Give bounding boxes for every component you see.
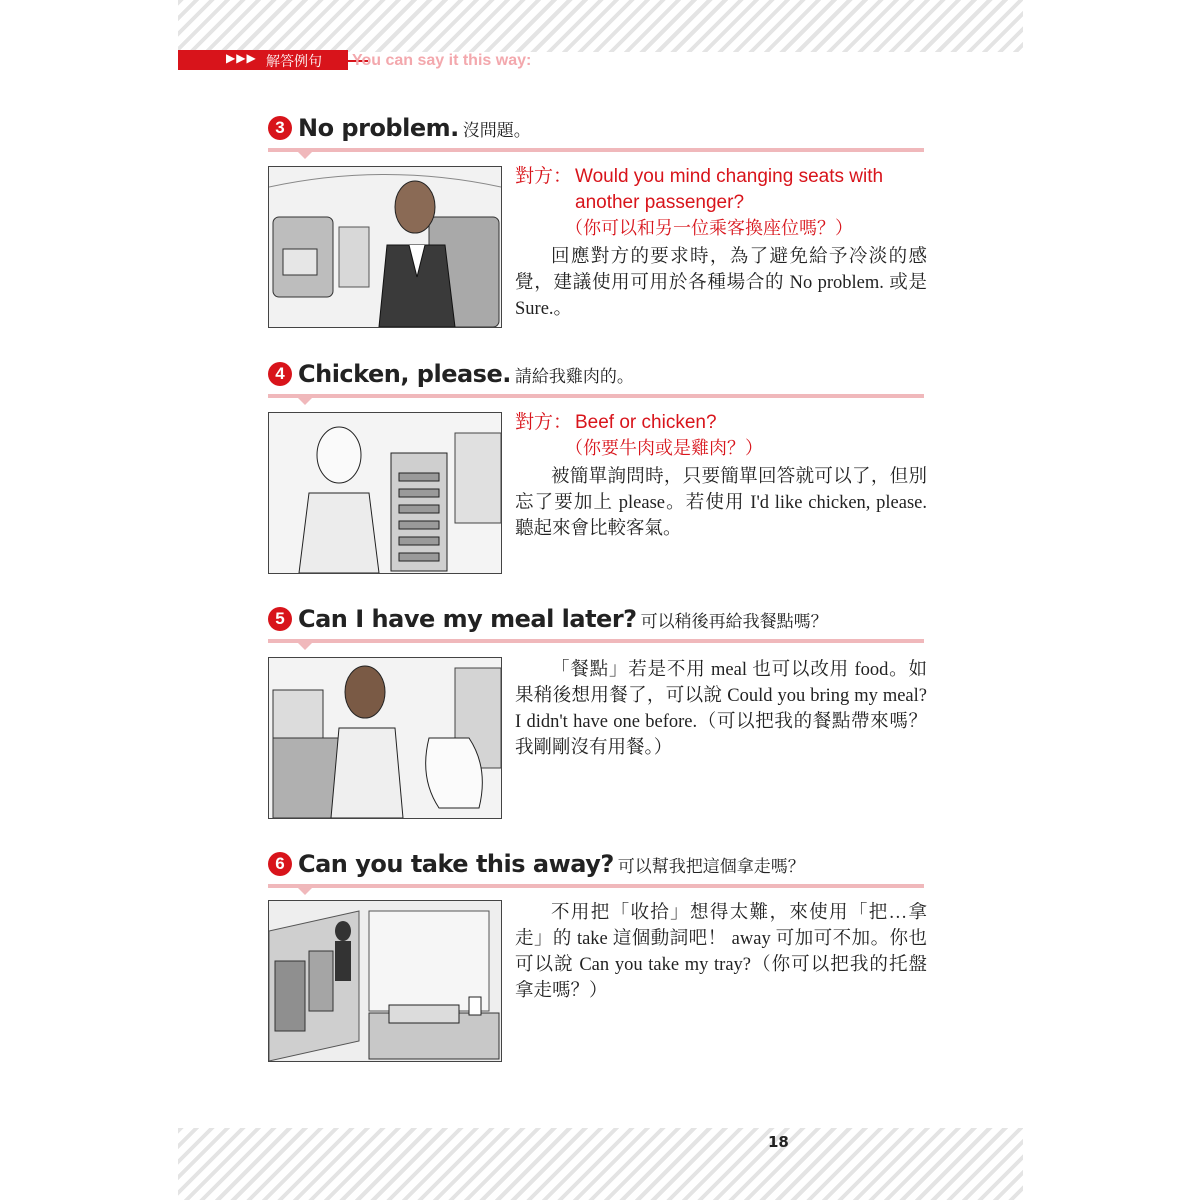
dialog-block [515,164,927,242]
title-english: Chicken, please. [298,360,511,388]
explanation-text: 回應對方的要求時，為了避免給予冷淡的感覺，建議使用可用於各種場合的 No problem. 或是 Sure.。 [515,247,927,319]
illustration-meal-cart [268,412,502,574]
explanation-column [515,655,927,761]
explanation-column [515,164,927,322]
title-chinese: 請給我雞肉的。 [514,366,634,387]
section-title [268,850,805,886]
explanation-column [515,898,927,1004]
header-subtitle: You can say it this way: [352,52,532,69]
section-number-badge: 5 [268,607,292,631]
title-chinese: 可以幫我把這個拿走嗎？ [617,856,805,877]
dialog-block [515,410,927,462]
title-chinese: 可以稍後再給我餐點嗎？ [640,611,828,632]
speaker-label: 對方： [515,166,573,187]
title-pointer [298,398,312,405]
title-english: Can I have my meal later? [298,605,637,633]
title-pointer [298,888,312,895]
illustration-passenger-declining [268,657,502,819]
header-label: 解答例句 [266,54,322,70]
header-arrows-icon: ▶▶▶ [226,51,257,65]
title-chinese: 沒問題。 [462,120,531,141]
question-english: Would you mind changing seats with [575,166,884,187]
title-pointer [298,643,312,650]
speaker-label: 對方： [515,412,573,433]
question-english: Beef or chicken? [575,412,717,433]
section-number-badge: 6 [268,852,292,876]
header-bar [178,50,348,70]
title-underline [268,884,924,888]
illustration-cabin-aisle-tray [268,900,502,1062]
illustration-flight-attendant-seats [268,166,502,328]
title-english: No problem. [298,114,459,142]
section-title [268,360,634,396]
title-underline [268,639,924,643]
question-english-line-2: another passenger? [575,192,745,213]
page-number: 18 [768,1133,789,1151]
explanation-column [515,410,927,542]
section-title [268,114,531,150]
section-number-badge: 3 [268,116,292,140]
section-title [268,605,828,641]
bottom-stripe-band [178,1128,1023,1200]
book-page [178,0,1023,1200]
question-chinese: （你可以和另一位乘客換座位嗎？） [565,218,853,239]
explanation-text: 不用把「收拾」想得太難，來使用「把…拿走」的 take 這個動詞吧！ away 可加可不加。你也可以說 Can you take my tray?（你可以把我的托盤拿走嗎？） [515,903,927,1001]
title-underline [268,148,924,152]
title-underline [268,394,924,398]
question-chinese: （你要牛肉或是雞肉？） [565,438,763,459]
explanation-text: 「餐點」若是不用 meal 也可以改用 food。如果稍後想用餐了，可以說 Could you bring my meal? I didn't have one before.（可以把我的餐點帶來嗎？我剛剛沒有用餐。） [515,660,927,758]
section-number-badge: 4 [268,362,292,386]
title-english: Can you take this away? [298,850,614,878]
title-pointer [298,152,312,159]
top-stripe-band [178,0,1023,52]
explanation-text: 被簡單詢問時，只要簡單回答就可以了，但別忘了要加上 please。若使用 I'd like chicken, please. 聽起來會比較客氣。 [515,467,927,539]
